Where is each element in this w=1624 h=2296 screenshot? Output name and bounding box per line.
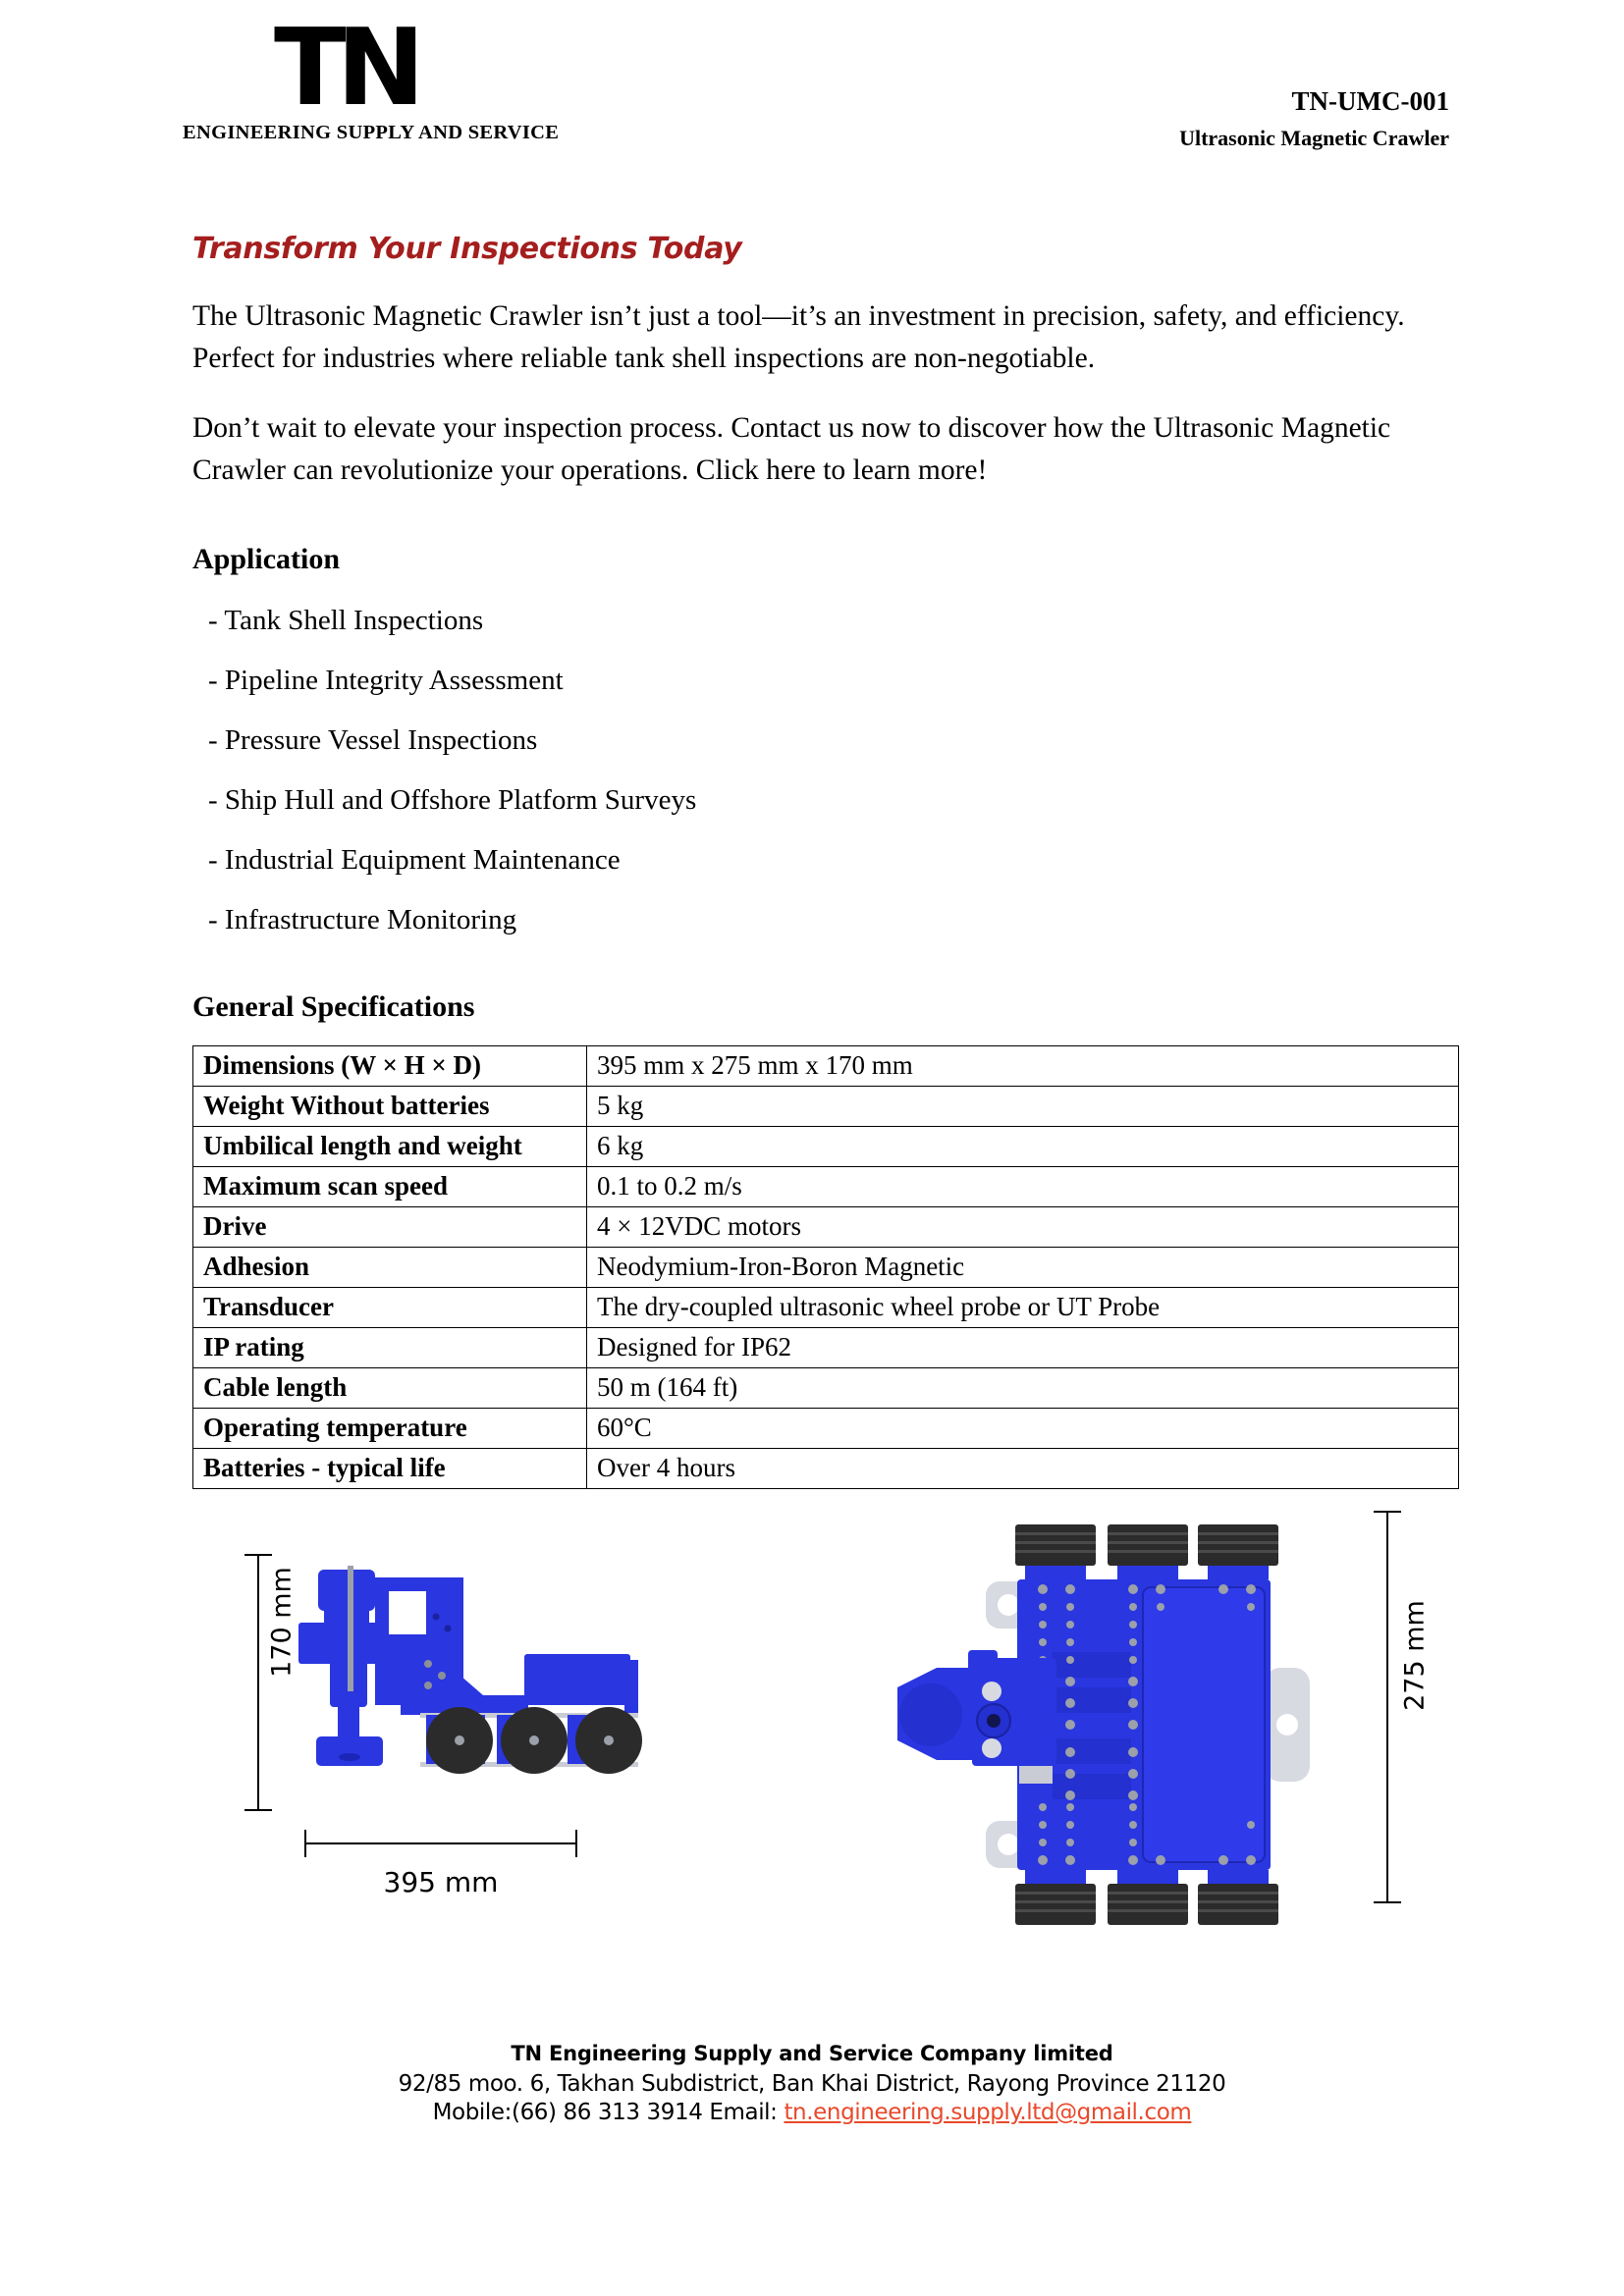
logo-tagline: ENGINEERING SUPPLY AND SERVICE [183,122,560,143]
spec-key: Maximum scan speed [193,1167,587,1207]
spec-key: IP rating [193,1328,587,1368]
footer-email-link[interactable]: tn.engineering.supply.ltd@gmail.com [784,2100,1192,2125]
table-row [193,1087,1459,1127]
height-dimension-label: 170 mm [266,1567,298,1678]
table-row [193,1167,1459,1207]
depth-dimension-label: 275 mm [1399,1600,1431,1711]
document-id: TN-UMC-001 [1291,86,1449,116]
table-row [193,1409,1459,1449]
crawler-side-view-illustration [291,1558,703,1842]
magnetic-wheels-bottom-row [1015,1870,1278,1925]
width-dimension-label: 395 mm [383,1866,499,1898]
page-footer [0,2042,1624,2125]
table-row [193,1046,1459,1087]
main-content [192,232,1459,1968]
table-row [193,1288,1459,1328]
table-row [193,1449,1459,1489]
height-dimension-line [257,1554,259,1811]
depth-dimension-line [1386,1511,1388,1903]
spec-key: Cable length [193,1368,587,1409]
magnetic-wheels-side [426,1707,642,1774]
spec-value: 6 kg [587,1127,1459,1167]
table-row [193,1207,1459,1248]
spec-value: 60°C [587,1409,1459,1449]
spec-key: Weight Without batteries [193,1087,587,1127]
specifications-table-wrapper [192,1045,1459,1489]
spec-value: 50 m (164 ft) [587,1368,1459,1409]
application-list [192,602,1459,939]
spec-key: Transducer [193,1288,587,1328]
footer-company-name: TN Engineering Supply and Service Company limited [511,2042,1113,2065]
spec-value: The dry-coupled ultrasonic wheel probe or UT Probe [587,1288,1459,1328]
spec-key: Batteries - typical life [193,1449,587,1489]
list-item: - Pressure Vessel Inspections [208,724,538,756]
spec-key: Umbilical length and weight [193,1127,587,1167]
spec-key: Adhesion [193,1248,587,1288]
intro-paragraph-2: Don’t wait to elevate your inspection process. Contact us now to discover how the Ultrasonic Magnetic Crawler can revolutionize your operations. Click here to learn more! [192,412,1391,486]
table-row [193,1368,1459,1409]
probe-assembly-top [897,1650,1056,1766]
table-row [193,1328,1459,1368]
specifications-heading: General Specifications [192,990,475,1023]
footer-phone-label: Mobile:(66) 86 313 3914 Email: [432,2100,785,2125]
crawler-top-view-illustration [870,1495,1341,1956]
list-item: - Ship Hull and Offshore Platform Surveys [208,784,697,816]
list-item: - Infrastructure Monitoring [208,904,517,935]
spec-value: Designed for IP62 [587,1328,1459,1368]
marketing-heading: Transform Your Inspections Today [192,232,742,266]
spec-value: Over 4 hours [587,1449,1459,1489]
company-logo [183,7,560,144]
spec-key: Drive [193,1207,587,1248]
list-item: - Tank Shell Inspections [208,605,484,636]
logo-monogram-tn: TN [273,7,416,130]
magnetic-wheels-top-row [1015,1524,1278,1579]
page-header [0,0,1624,172]
list-item: - Pipeline Integrity Assessment [208,665,564,696]
width-dimension-line [304,1842,577,1844]
spec-value: 0.1 to 0.2 m/s [587,1167,1459,1207]
document-title: Ultrasonic Magnetic Crawler [1179,126,1449,150]
spec-value: 395 mm x 275 mm x 170 mm [587,1046,1459,1087]
spec-value: Neodymium-Iron-Boron Magnetic [587,1248,1459,1288]
spec-value: 4 × 12VDC motors [587,1207,1459,1248]
table-row [193,1127,1459,1167]
top-view-drawing [870,1495,1459,1966]
table-row [193,1248,1459,1288]
list-item: - Industrial Equipment Maintenance [208,844,621,876]
side-view-drawing [214,1536,764,1958]
spec-key: Operating temperature [193,1409,587,1449]
spec-key: Dimensions (W × H × D) [193,1046,587,1087]
technical-drawings [192,1536,1459,1968]
application-heading: Application [192,543,341,575]
footer-contact [0,2100,1624,2125]
specifications-table [192,1045,1459,1489]
footer-address: 92/85 moo. 6, Takhan Subdistrict, Ban Khai District, Rayong Province 21120 [398,2071,1226,2097]
intro-paragraph-1: The Ultrasonic Magnetic Crawler isn’t just a tool—it’s an investment in precision, safety, and efficiency. Perfect for industries where reliable tank shell inspections are non-negotiable. [192,300,1405,374]
spec-value: 5 kg [587,1087,1459,1127]
